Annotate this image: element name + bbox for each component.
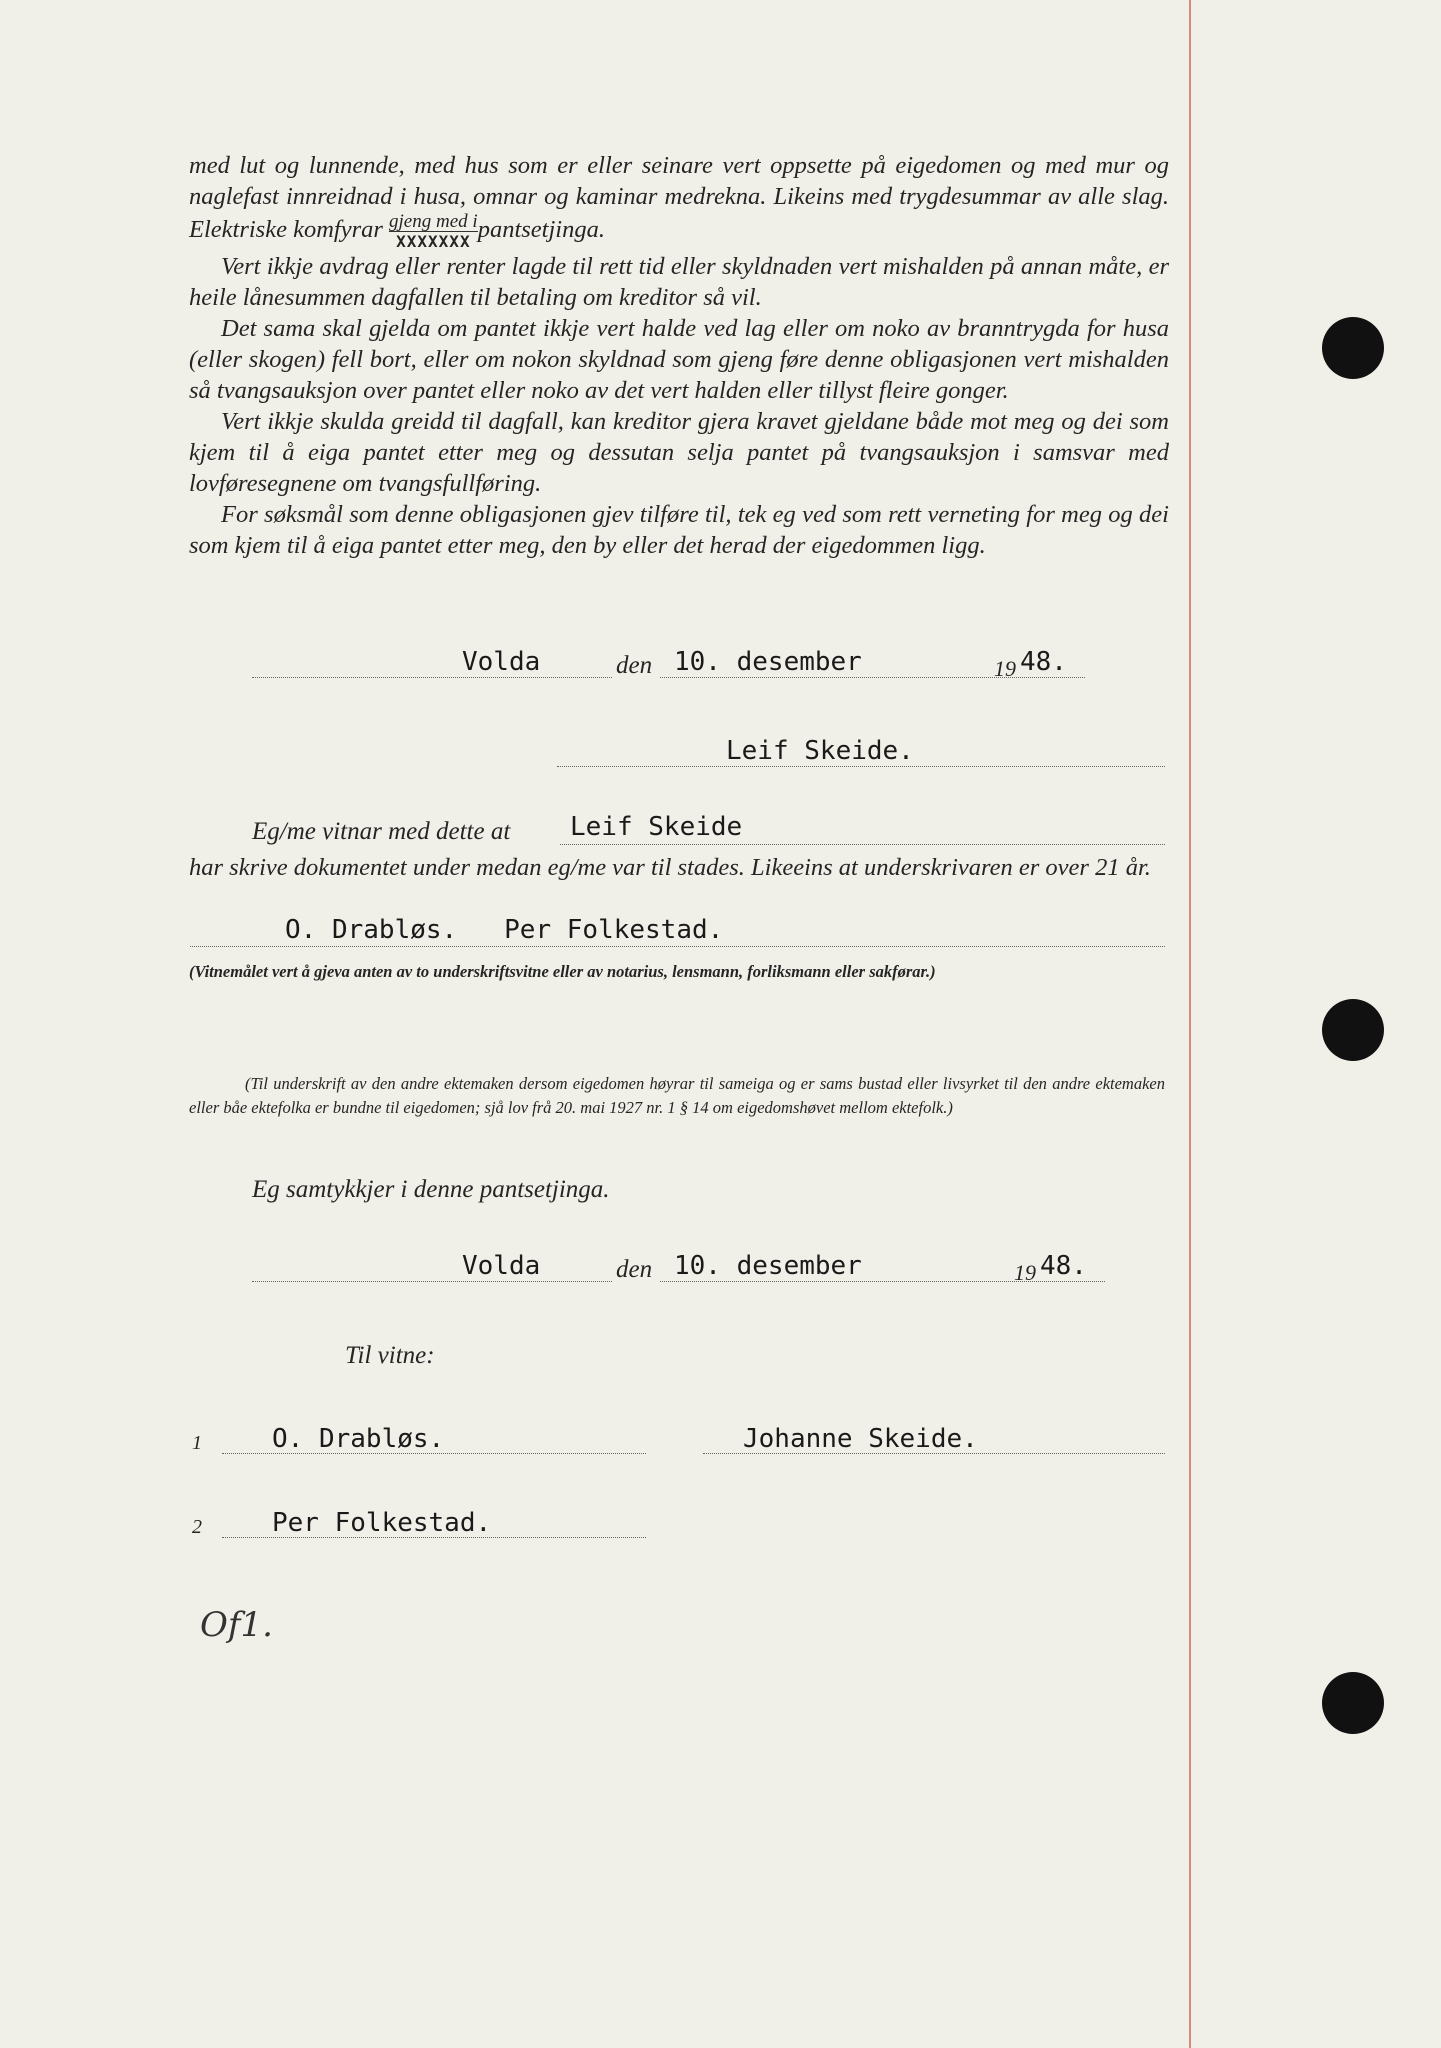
- witness-paragraph: har skrive dokumentet under medan eg/me var til stades. Likeeins at underskrivaren er over 21 år.: [189, 854, 1151, 881]
- spouse-note: (Til underskrift av den andre ektemaken dersom eigedomen høyrar til sameiga og er sams bustad eller livsyrket til den andre ektemaken eller båe ektefolka er bundne til eigedomen; sjå lov frå 20. mai 1927 nr. 1 § 14 om eigedomshøvet mellom ektefolk.): [189, 1074, 1165, 1117]
- handwritten-insertion: gjeng med i XXXXXXX: [389, 211, 478, 251]
- witness-number: 2: [192, 1516, 202, 1538]
- date-line: [660, 677, 1085, 678]
- signature-line: [557, 766, 1165, 767]
- date-place: Volda: [462, 647, 541, 677]
- witness-prefix: Eg/me vitnar med dette at: [252, 818, 511, 845]
- paragraph: med lut og lunnende, med hus som er eller seinare vert oppsette på eigedomen og med mur og naglefast innreidnad i husa, omnar og kaminar medrekna. Likeins med trygdesummar av alle slag. Elektriske komfyrar gjeng med i XXXXXXX pantsetjinga.: [189, 152, 1169, 251]
- paragraph: Vert ikkje avdrag eller renter lagde til rett tid eller skyldnaden vert mishalden på annan måte, er heile lånesummen dagfallen til betaling om kreditor så vil.: [189, 253, 1169, 311]
- witnessed-name: Leif Skeide: [570, 812, 743, 842]
- witness-line: [190, 946, 1165, 947]
- spouse-signer: Johanne Skeide.: [743, 1424, 978, 1454]
- til-vitne-label: Til vitne:: [345, 1342, 435, 1369]
- witness-note: (Vitnemålet vert å gjeva anten av to underskriftsvitne eller av notarius, lensmann, forliksmann eller sakførar.): [189, 962, 936, 981]
- signer-name: Leif Skeide.: [726, 736, 914, 766]
- year-value: 48.: [1040, 1251, 1087, 1281]
- year-prefix: 19: [1014, 1260, 1036, 1285]
- consent-text: Eg samtykkjer i denne pantsetjinga.: [252, 1176, 610, 1203]
- witness-names: O. Drabløs. Per Folkestad.: [285, 915, 724, 945]
- paragraph: Det sama skal gjelda om pantet ikkje vert halde ved lag eller om noko av branntrygda for husa (eller skogen) fell bort, eller om nokon skyldnad som gjeng føre denne obligasjonen vert mishalden så tvangsauksjon over pantet eller noko av det vert halden eller tillyst fleire gonger.: [189, 315, 1169, 404]
- punch-hole: [1322, 999, 1384, 1061]
- margin-rule: [1189, 0, 1191, 2048]
- date-line: [660, 1281, 1105, 1282]
- witness-name: Per Folkestad.: [272, 1508, 492, 1538]
- paragraph: For søksmål som denne obligasjonen gjev tilføre til, tek eg ved som rett verneting for meg og dei som kjem til å eiga pantet etter meg, den by eller det herad der eigedommen ligg.: [189, 501, 1169, 559]
- den-label: den: [616, 1256, 653, 1283]
- handwritten-initials: Of1.: [200, 1605, 273, 1645]
- witness-name-line: [560, 844, 1165, 845]
- witness-number: 1: [192, 1432, 202, 1454]
- witness-name: O. Drabløs.: [272, 1424, 445, 1454]
- year-value: 48.: [1020, 647, 1067, 677]
- den-label: den: [616, 652, 653, 679]
- date-value: 10. desember: [674, 647, 862, 677]
- punch-hole: [1322, 317, 1384, 379]
- body-text: [189, 150, 1169, 561]
- year-prefix: 19: [994, 656, 1016, 681]
- punch-hole: [1322, 1672, 1384, 1734]
- date-line: [252, 677, 612, 678]
- paragraph: Vert ikkje skulda greidd til dagfall, kan kreditor gjera kravet gjeldane både mot meg og dei som kjem til å eiga pantet etter meg og dessutan selja pantet på tvangsauksjon i samsvar med lovføresegnene om tvangsfullføring.: [189, 408, 1169, 497]
- date-value: 10. desember: [674, 1251, 862, 1281]
- date-line: [252, 1281, 612, 1282]
- witness-text: [189, 852, 1169, 883]
- date-place: Volda: [462, 1251, 541, 1281]
